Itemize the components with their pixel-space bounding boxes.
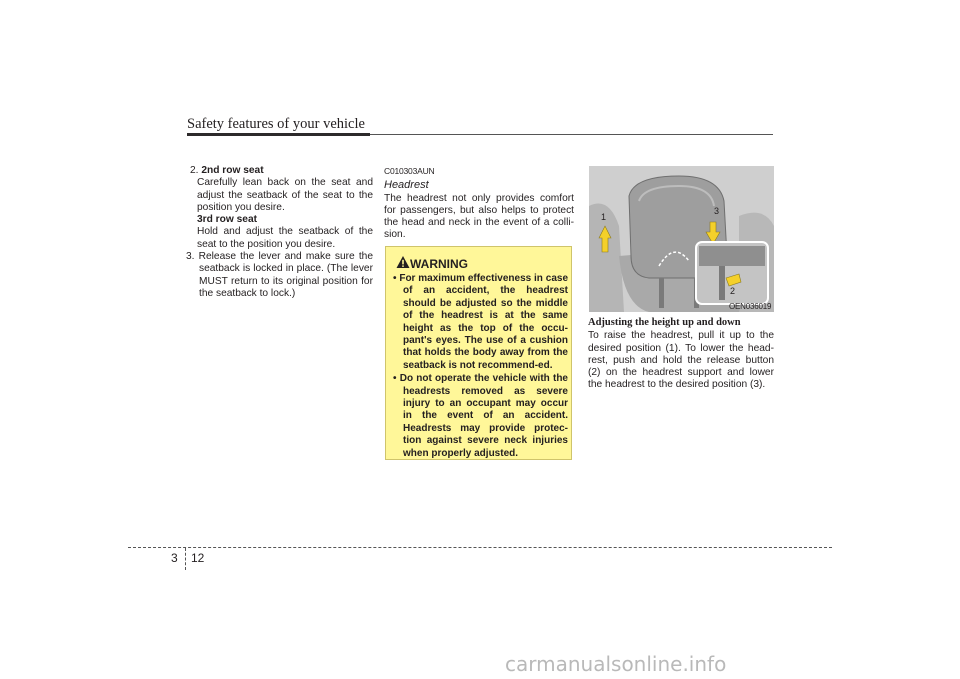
warning-title: WARNING	[410, 257, 468, 271]
page-header-title: Safety features of your vehicle	[187, 116, 365, 132]
item-2-number: 2.	[190, 165, 199, 176]
headrest-illustration	[589, 166, 774, 312]
warning-list	[393, 273, 568, 460]
item-3-text: 3. Release the lever and make sure the seatback is locked in place. (The lever MUST return to its original position for the seatback to lock.)	[186, 251, 373, 299]
column-middle	[384, 165, 574, 242]
header-rule-dark	[187, 133, 370, 136]
item-2b-text: Hold and adjust the seatback of the seat to the position you desire.	[197, 226, 373, 250]
column-left	[186, 165, 373, 300]
section-number: 3	[171, 551, 178, 565]
figure-label-1: 1	[601, 212, 607, 222]
section-code: C010303AUN	[384, 166, 435, 176]
item-2-text: Carefully lean back on the seat and adjust the seatback of the seat to the position you desire.	[197, 177, 373, 213]
footer-divider	[185, 548, 186, 570]
item-2-title: 2nd row seat	[201, 165, 264, 176]
page-number: 12	[191, 551, 205, 565]
column-right	[588, 317, 774, 392]
warning-box	[385, 246, 572, 460]
header-rule-light	[370, 134, 773, 135]
warning-item: • Do not operate the vehicle with the headrests removed as severe injury to an occupant may occur in the event of an accident. Headrests may provide protec-tion against severe neck injuries when properly adjusted.	[393, 373, 568, 459]
figure-label-2: 2	[730, 286, 736, 296]
item-2b-title: 3rd row seat	[197, 214, 258, 226]
watermark: carmanualsonline.info	[505, 652, 727, 676]
footer-rule	[128, 547, 832, 548]
warning-item: • For maximum effectiveness in case of an accident, the headrest should be adjusted so the middle of the headrest is at the same height as the top of the occu-pant's eyes. The use of a cushion that holds the body away from the seatback is not recommend-ed.	[393, 273, 568, 371]
warning-triangle-icon	[396, 255, 410, 269]
section-body: The headrest not only provides comfort for passengers, but also helps to protect the head and neck in the event of a colli-sion.	[384, 192, 574, 241]
headrest-figure	[589, 166, 774, 312]
figure-body: To raise the headrest, pull it up to the desired position (1). To lower the head-rest, push and hold the release button (2) on the headrest support and lower the headrest to the desired position (3).	[588, 330, 774, 391]
figure-code: OEN036019	[729, 302, 772, 311]
item-2-heading	[186, 165, 373, 177]
figure-caption: Adjusting the height up and down	[588, 317, 741, 328]
figure-label-3: 3	[714, 206, 720, 216]
section-heading: Headrest	[384, 179, 429, 192]
